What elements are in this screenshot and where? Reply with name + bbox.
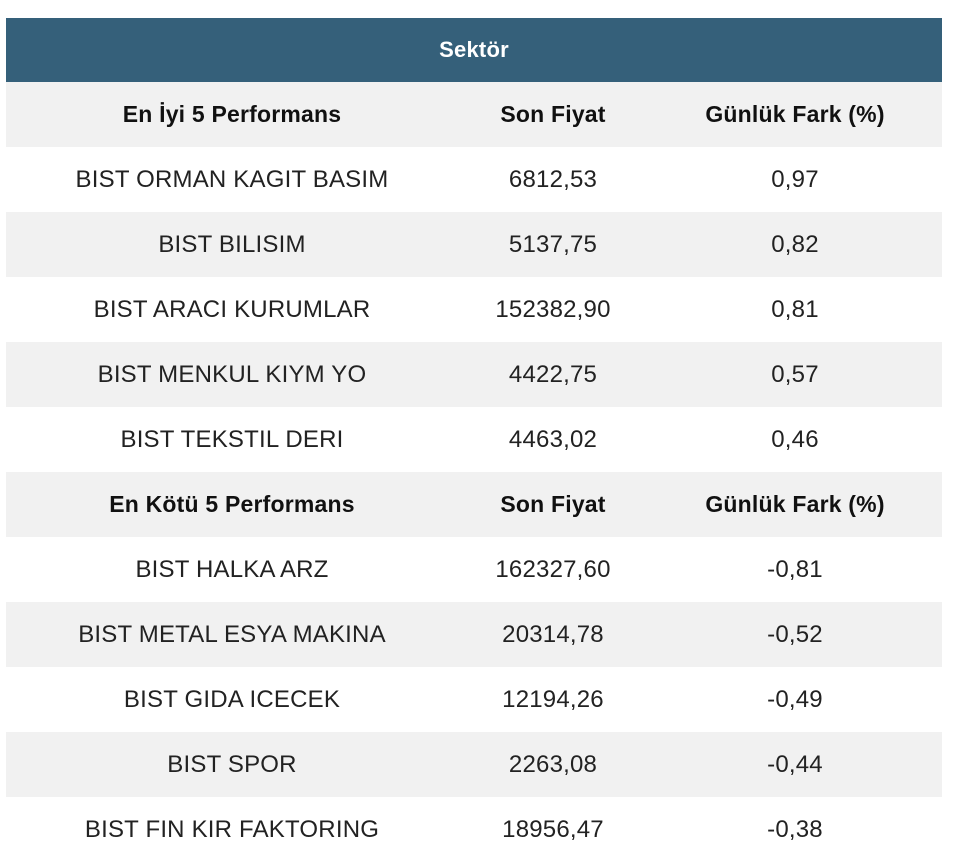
sector-name: BIST FIN KIR FAKTORING xyxy=(6,797,458,862)
daily-change: -0,38 xyxy=(648,797,942,862)
last-price: 5137,75 xyxy=(458,212,648,277)
last-price: 4422,75 xyxy=(458,342,648,407)
daily-change: 0,97 xyxy=(648,147,942,212)
table-row xyxy=(6,147,942,212)
best-header-price: Son Fiyat xyxy=(458,82,648,147)
table-row xyxy=(6,602,942,667)
worst-header-name: En Kötü 5 Performans xyxy=(6,472,458,537)
sector-name: BIST HALKA ARZ xyxy=(6,537,458,602)
last-price: 18956,47 xyxy=(458,797,648,862)
last-price: 4463,02 xyxy=(458,407,648,472)
daily-change: 0,82 xyxy=(648,212,942,277)
table-row xyxy=(6,407,942,472)
daily-change: -0,44 xyxy=(648,732,942,797)
sector-table xyxy=(6,18,942,862)
daily-change: 0,46 xyxy=(648,407,942,472)
worst-header-row xyxy=(6,472,942,537)
daily-change: -0,49 xyxy=(648,667,942,732)
daily-change: -0,81 xyxy=(648,537,942,602)
last-price: 152382,90 xyxy=(458,277,648,342)
sector-name: BIST SPOR xyxy=(6,732,458,797)
daily-change: -0,52 xyxy=(648,602,942,667)
best-header-name: En İyi 5 Performans xyxy=(6,82,458,147)
worst-header-price: Son Fiyat xyxy=(458,472,648,537)
daily-change: 0,81 xyxy=(648,277,942,342)
last-price: 6812,53 xyxy=(458,147,648,212)
daily-change: 0,57 xyxy=(648,342,942,407)
sector-name: BIST BILISIM xyxy=(6,212,458,277)
sector-name: BIST ORMAN KAGIT BASIM xyxy=(6,147,458,212)
sector-name: BIST ARACI KURUMLAR xyxy=(6,277,458,342)
last-price: 12194,26 xyxy=(458,667,648,732)
sector-performance-table xyxy=(6,18,942,862)
best-header-change: Günlük Fark (%) xyxy=(648,82,942,147)
table-row xyxy=(6,277,942,342)
table-title-row xyxy=(6,18,942,82)
table-row xyxy=(6,342,942,407)
table-row xyxy=(6,212,942,277)
worst-header-change: Günlük Fark (%) xyxy=(648,472,942,537)
table-title: Sektör xyxy=(6,18,942,82)
last-price: 2263,08 xyxy=(458,732,648,797)
sector-name: BIST METAL ESYA MAKINA xyxy=(6,602,458,667)
table-row xyxy=(6,797,942,862)
table-row xyxy=(6,667,942,732)
last-price: 20314,78 xyxy=(458,602,648,667)
sector-name: BIST MENKUL KIYM YO xyxy=(6,342,458,407)
best-header-row xyxy=(6,82,942,147)
table-row xyxy=(6,732,942,797)
sector-name: BIST GIDA ICECEK xyxy=(6,667,458,732)
last-price: 162327,60 xyxy=(458,537,648,602)
table-row xyxy=(6,537,942,602)
sector-name: BIST TEKSTIL DERI xyxy=(6,407,458,472)
